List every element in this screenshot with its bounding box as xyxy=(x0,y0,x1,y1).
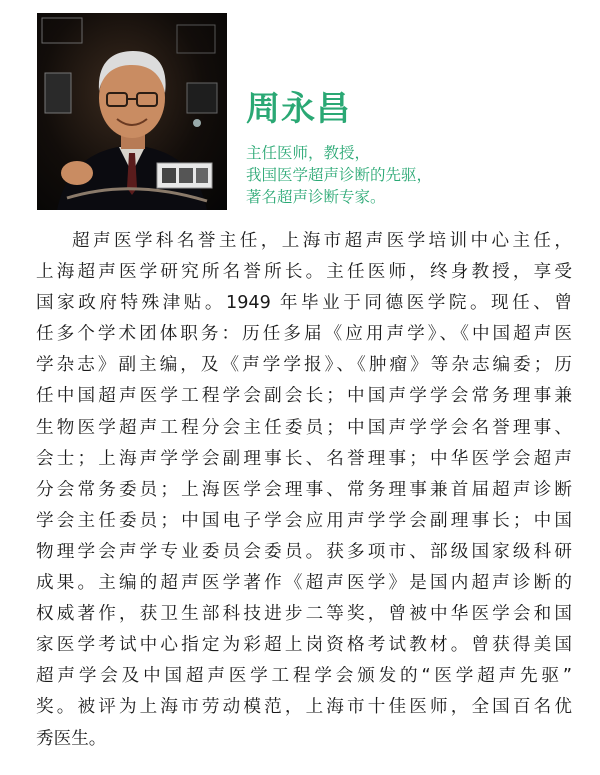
title-line: 主任医师，教授， xyxy=(246,144,371,162)
bio-line: 奖。被评为上海市劳动模范，上海市十佳医师，全国百名优 xyxy=(36,697,572,718)
bio-line: 任中国超声医学工程学会副会长；中国声学学会常务理事兼 xyxy=(36,386,572,407)
person-titles xyxy=(246,142,432,208)
bio-line: 生物医学超声工程分会主任委员；中国声学学会名誉理事、 xyxy=(36,417,572,438)
person-name: 周永昌 xyxy=(246,89,351,129)
bio-line: 任多个学术团体职务：历任多届《应用声学》、《中国超声医 xyxy=(36,324,572,345)
bio-line: 分会常务委员；上海医学会理事、常务理事兼首届超声诊断 xyxy=(36,479,572,500)
bio-line: 成果。主编的超声医学著作《超声医学》是国内超声诊断的 xyxy=(36,573,572,594)
title-line: 我国医学超声诊断的先驱， xyxy=(246,166,433,184)
bio-line: 会士；上海声学学会副理事长、名誉理事；中华医学会超声 xyxy=(36,448,572,469)
bio-line: 学杂志》副主编，及《声学学报》、《肿瘤》等杂志编委；历 xyxy=(36,355,572,376)
title-line: 著名超声诊断专家。 xyxy=(246,188,386,206)
bio-line: 国家政府特殊津贴。1949 年毕业于同德医学院。现任、曾 xyxy=(36,293,572,314)
bio-line: 上海超声医学研究所名誉所长。主任医师，终身教授，享受 xyxy=(36,262,572,283)
biography-text xyxy=(36,226,572,755)
bio-line: 物理学会声学专业委员会委员。获多项市、部级国家级科研 xyxy=(36,541,572,562)
bio-line: 秀医生。 xyxy=(36,728,107,749)
bio-line: 家医学考试中心指定为彩超上岗资格考试教材。曾获得美国 xyxy=(36,635,572,656)
bio-line: 学会主任委员；中国电子学会应用声学学会副理事长；中国 xyxy=(36,510,572,531)
bio-line: 超声学会及中国超声医学工程学会颁发的“医学超声先驱” xyxy=(36,666,572,687)
bio-line: 权威著作，获卫生部科技进步二等奖，曾被中华医学会和国 xyxy=(36,604,572,625)
portrait-photo xyxy=(37,13,227,210)
bio-line: 超声医学科名誉主任，上海市超声医学培训中心主任， xyxy=(72,231,572,251)
